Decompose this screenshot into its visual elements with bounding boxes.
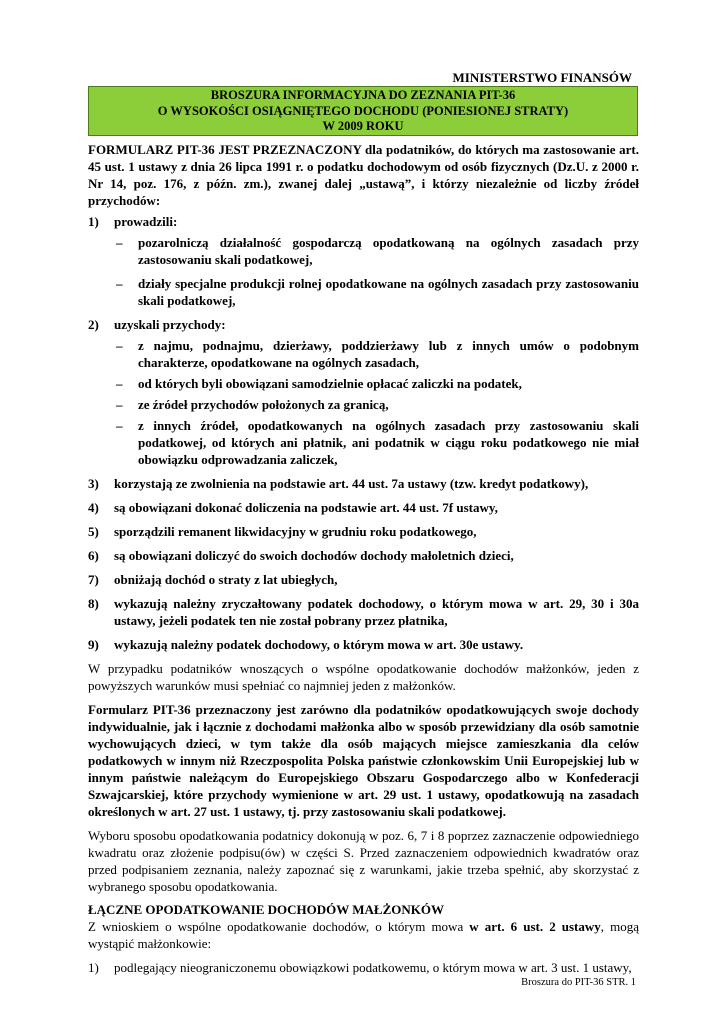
- dash-mark: –: [116, 418, 123, 433]
- sub-item-text: od których byli obowiązani samodzielnie opłacać zaliczki na podatek,: [138, 376, 522, 391]
- sub-item-text: pozarolniczą działalność gospodarczą opodatkowaną na ogólnych zasadach przy zastosowaniu skali podatkowej,: [138, 235, 639, 267]
- sub-item-text: z innych źródeł, opodatkowanych na ogólnych zasadach przy zastosowaniu skali podatkowej, od których ani płatnik, ani podatnik w ciągu roku podatkowego nie miał obowiązku odprowadzania zaliczek,: [138, 418, 639, 467]
- item-number: 9): [88, 637, 99, 652]
- item-text: są obowiązani doliczyć do swoich dochodów dochody małoletnich dzieci,: [114, 548, 514, 563]
- item-text: podlegający nieograniczonemu obowiązkowi podatkowemu, o którym mowa w art. 3 ust. 1 ustawy,: [114, 960, 632, 975]
- sub-item: [114, 375, 639, 392]
- item-text: sporządzili remanent likwidacyjny w grudniu roku podatkowego,: [114, 524, 477, 539]
- item-text: prowadzili:: [114, 214, 178, 229]
- sub-item-text: z najmu, podnajmu, dzierżawy, poddzierżawy lub z innych umów o podobnym charakterze, opodatkowane na ogólnych zasadach,: [138, 338, 639, 370]
- item-number: 5): [88, 524, 99, 539]
- item-text: wykazują należny podatek dochodowy, o którym mowa w art. 30e ustawy.: [114, 637, 524, 652]
- dash-mark: –: [116, 276, 123, 291]
- list-item: [88, 547, 639, 564]
- item-text: korzystają ze zwolnienia na podstawie art. 44 ust. 7a ustawy (tzw. kredyt podatkowy),: [114, 476, 589, 491]
- joint-text-pre: Z wnioskiem o wspólne opodatkowanie dochodów, o którym mowa: [88, 919, 470, 934]
- item-text: są obowiązani dokonać doliczenia na podstawie art. 44 ust. 7f ustawy,: [114, 500, 498, 515]
- list-item: [88, 571, 639, 588]
- joint-text-post: , mogą wystąpić małżonkowie:: [88, 919, 639, 951]
- page-footer: Broszura do PIT-36 STR. 1: [521, 977, 636, 988]
- dash-mark: –: [116, 397, 123, 412]
- sub-item: [114, 417, 639, 468]
- intro-paragraph: FORMULARZ PIT-36 JEST PRZEZNACZONY dla podatników, do których ma zastosowanie art. 45 ust. 1 ustawy z dnia 26 lipca 1991 r. o podatku dochodowym od osób fizycznych (Dz.U. z 2000 r. Nr 14, poz. 176, z późn. zm.), zwanej dalej „ustawą”, i którzy niezależnie od liczby źródeł przychodów:: [88, 142, 639, 208]
- dash-mark: –: [116, 338, 123, 353]
- item-number: 6): [88, 548, 99, 563]
- title-banner: [88, 86, 638, 136]
- dash-mark: –: [116, 376, 123, 391]
- item-number: 8): [88, 596, 99, 611]
- section-heading: ŁĄCZNE OPODATKOWANIE DOCHODÓW MAŁŻONKÓW: [88, 902, 444, 917]
- item-text: wykazują należny zryczałtowany podatek dochodowy, o którym mowa w art. 29, 30 i 30a ustawy, jeżeli podatek ten nie został pobrany przez płatnika,: [114, 596, 639, 628]
- sub-item: [114, 275, 639, 309]
- item-number: 1): [88, 214, 99, 229]
- list-item: [88, 959, 639, 976]
- ministry-header: MINISTERSTWO FINANSÓW: [452, 70, 632, 85]
- banner-line-3: W 2009 ROKU: [322, 119, 404, 133]
- document-body: [88, 141, 639, 976]
- list-item: [88, 475, 639, 492]
- list-item: [88, 523, 639, 540]
- sub-item-text: działy specjalne produkcji rolnej opodatkowane na ogólnych zasadach przy zastosowaniu skali podatkowej,: [138, 276, 639, 308]
- sub-item-text: ze źródeł przychodów położonych za granicą,: [138, 397, 389, 412]
- choice-paragraph: Wyboru sposobu opodatkowania podatnicy dokonują w poz. 6, 7 i 8 poprzez zaznaczenie odpowiedniego kwadratu oraz złożenie podpisu(ów) w części S. Przed zaznaczeniem odpowiednich kwadratów oraz przed podpisaniem zeznania, należy zapoznać się z warunkami, jakie trzeba spełnić, aby skorzystać z wybranego sposobu opodatkowania.: [88, 828, 639, 894]
- form-purpose-paragraph: Formularz PIT-36 przeznaczony jest zarówno dla podatników opodatkowujących swoje dochody indywidualnie, jak i łącznie z dochodami małżonka albo w sposób przewidziany dla osób samotnie wychowujących dzieci, w tym także dla osób mających miejsce zamieszkania dla celów podatkowych w innym niż Rzeczpospolita Polska państwie członkowskim Unii Europejskiej lub w innym państwie należącym do Europejskiego Obszaru Gospodarczego albo w Konfederacji Szwajcarskiej, które przychody wymienione w art. 29 ust. 1 ustawy, opodatkowują na zasadach określonych w art. 27 ust. 1 ustawy, tj. przy zastosowaniu skali podatkowej.: [88, 702, 639, 819]
- item-number: 1): [88, 960, 99, 975]
- item-text: obniżają dochód o straty z lat ubiegłych,: [114, 572, 338, 587]
- list-item: [88, 213, 639, 230]
- joint-text-bold: w art. 6 ust. 2 ustawy: [469, 919, 601, 934]
- banner-line-2: O WYSOKOŚCI OSIĄGNIĘTEGO DOCHODU (PONIESIONEJ STRATY): [157, 103, 569, 118]
- joint-paragraph: [88, 918, 639, 952]
- banner-line-1: BROSZURA INFORMACYJNA DO ZEZNANIA PIT-36: [210, 88, 516, 102]
- item-text: uzyskali przychody:: [114, 317, 226, 332]
- list-item: [88, 595, 639, 629]
- item-number: 7): [88, 572, 99, 587]
- list-item: [88, 636, 639, 653]
- list-item: [88, 316, 639, 333]
- item-number: 3): [88, 476, 99, 491]
- sub-item: [114, 396, 639, 413]
- sub-item: [114, 337, 639, 371]
- item-number: 4): [88, 500, 99, 515]
- list-item: [88, 499, 639, 516]
- dash-mark: –: [116, 235, 123, 250]
- item-number: 2): [88, 317, 99, 332]
- spouses-paragraph: W przypadku podatników wnoszących o wspólne opodatkowanie dochodów małżonków, jeden z powyższych warunków musi spełniać co najmniej jeden z małżonków.: [88, 661, 639, 693]
- sub-item: [114, 234, 639, 268]
